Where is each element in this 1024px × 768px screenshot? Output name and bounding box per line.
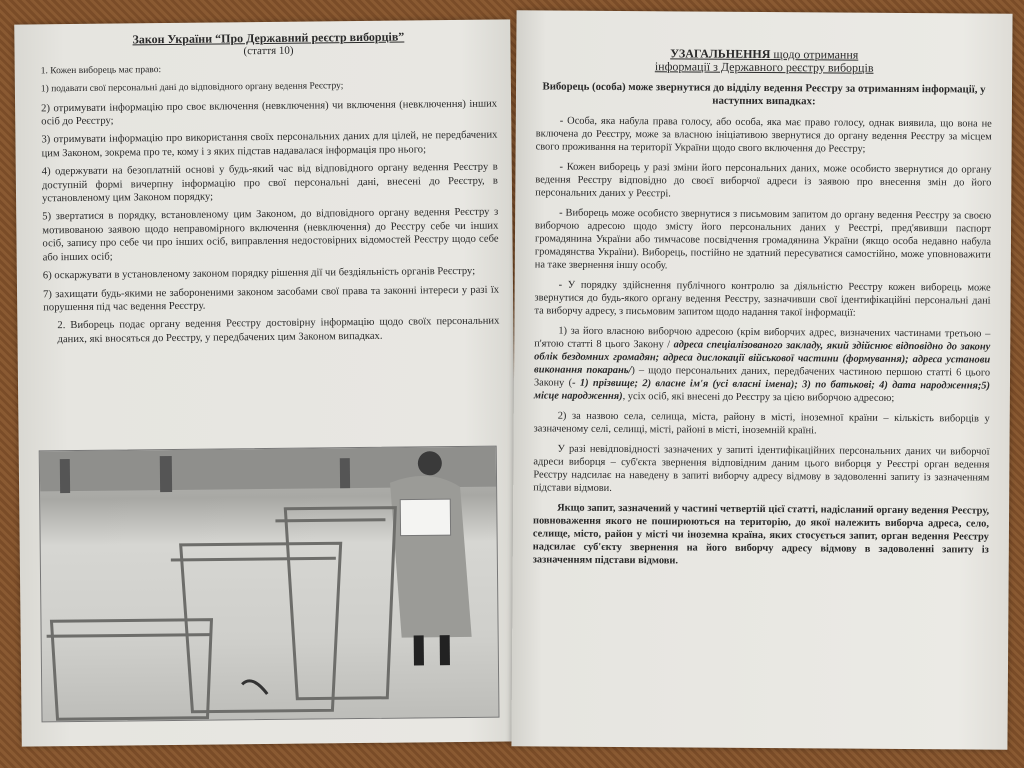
- summary-heading: Виборець (особа) може звернутися до відділу ведення Реєстру за отриманням інформації, у наступних випадках:: [542, 80, 986, 108]
- summary-title-line2: інформації з Державного реєстру виборців: [654, 59, 874, 75]
- emphasis-text: адреса спеціалізованого закладу, який здійснює відповідно до закону облік бездомних громадян; адреса дислокації військової частини (формування); адреса установи виконання покарань/: [534, 339, 991, 377]
- summary-paragraph: - Кожен виборець у разі зміни його персональних даних, може особисто звернутися до органу ведення Реєстру відповідно до своєї виборчої адреси із заявою про внесення змін до його персональних даних у Реєстрі.: [535, 161, 992, 200]
- law-article: (стаття 10): [243, 45, 294, 58]
- ballot-box-photo: [39, 446, 500, 723]
- law-item: 1) подавати свої персональні дані до відповідного органу ведення Реєстру;: [40, 81, 344, 95]
- law-item: 7) захищати будь-якими не забороненими законом засобами свої права та законні інтереси у разі їх порушення під час ведення Реєстру.: [43, 284, 500, 314]
- law-item: 4) одержувати на безоплатній основі у будь-який час від відповідного органу ведення Реєстру в доступній формі вичерпну інформацію про свої персональні дані, внесені до Реєстру, в установленому цим Законом порядку;: [41, 161, 498, 205]
- summary-title-bold: УЗАГАЛЬНЕННЯ: [670, 46, 771, 62]
- law-excerpt: [40, 30, 499, 347]
- emphasis-text: - 1) прізвище; 2) власне ім'я (усі власні імена); 3) по батькові; 4) дата народження;5) місце народження): [533, 377, 991, 403]
- law-item: 2) отримувати інформацію про своє включення (невключення) чи включення (невключення) інших осіб до Реєстру;: [41, 98, 498, 128]
- law-item: 6) оскаржувати в установленому законом порядку рішення дії чи бездіяльність органів Реєстру;: [42, 265, 476, 282]
- summary-paragraph-bold: Якщо запит, зазначений у частині четвертій цієї статті, надісланий органу ведення Реєстру, повноваження якого не поширюються на територію, до якої належить виборча адреса, село, селище, місто, район у місті чи іноземна країна, яких стосується запит, орган ведення Реєстру надсилає суб'єкту звернення на його виборчу адресу відмову в задоволенні запиту із зазначенням підстави відмови.: [532, 502, 990, 567]
- law-title: Закон України “Про Державний реєстр виборців”: [132, 29, 405, 47]
- summary-paragraph: 2) за назвою села, селища, міста, району в місті, іноземної країни – кількість виборців у зазначеному селі, селищі, місті, районі в місті, іноземній країні.: [533, 410, 990, 437]
- law-item: 3) отримувати інформацію про використання своїх персональних даних для цілей, не передбачених цим Законом, зокрема про те, кому і з яких підстав надавалася інформація про нього;: [41, 130, 498, 160]
- left-page: [14, 19, 518, 746]
- summary-title-rest: щодо отримання: [770, 47, 859, 62]
- ballot-box-illustration: [40, 447, 499, 722]
- summary-paragraph: - Особа, яка набула права голосу, або особа, яка має право голосу, однак виявила, що вона не включена до Реєстру, може за власною ініціативою звернутися до органу ведення Реєстру за місцем свого проживання на території України щодо свого включення до Реєстру;: [535, 115, 992, 155]
- summary-paragraph: У разі невідповідності зазначених у запиті ідентифікаційних персональних даних чи виборчої адреси виборця – суб'єкта звернення відповідним даним цього виборця у Реєстрі орган ведення Реєстру надсилає на наведену в запиті виборчу адресу відмову в задоволенні запиту із зазначенням підстави відмови.: [533, 443, 990, 494]
- right-page: [511, 10, 1012, 749]
- law-item-2: 2. Виборець подає органу ведення Реєстру достовірну інформацію щодо своїх персональних даних, які вносяться до Реєстру, у передбачених цим Законом випадках.: [57, 315, 500, 345]
- law-item: 5) звертатися в порядку, встановленому цим Законом, до відповідного органу ведення Реєстру з мотивованою заявою щодо неправомірного включення (невключення) до Реєстру себе чи інших осіб, запису про себе чи про інших осіб, виправлення недостовірних відомостей Реєстру щодо себе або інших осіб;: [42, 207, 499, 264]
- summary-paragraph: - Виборець може особисто звернутися з письмовим запитом до органу ведення Реєстру за своєю виборчою адресою щодо змісту його персональних даних у Реєстрі, пред'явивши паспорт громадянина України або тимчасове посвідчення громадянина України (якщо особа недавно набула громадянства України). Виборець, постійно не здатний пересуватися самостійно, може уповноважити на таке звернення іншу особу.: [534, 207, 992, 272]
- summary-paragraph-1: 1) за його власною виборчою адресою (крім виборчих адрес, визначених частинами третьою – п'ятою статті 8 цього Закону / адреса спеціалізованого закладу, який здійснює відповідно до закону облік бездомних громадян; адреса дислокації військової частини (формування); адреса установи виконання покарань/) – щодо персональних даних, передбачених частиною першою статті 6 цього Закону (- 1) прізвище; 2) власне ім'я (усі власні імена); 3) по батькові; 4) дата народження;5) місце народження), усіх осіб, які внесені до Реєстру за цією виборчою адресою;: [533, 325, 991, 404]
- law-item: 1. Кожен виборець має право:: [40, 64, 162, 77]
- summary-text: [533, 46, 993, 576]
- summary-paragraph: - У порядку здійснення публічного контролю за діяльністю Реєстру кожен виборець може звернутися до будь-якого органу ведення Реєстру, зазначивши свої ідентифікаційні персональні дані та виборчу адресу, з письмовим запитом щодо надання такої інформації:: [534, 279, 991, 319]
